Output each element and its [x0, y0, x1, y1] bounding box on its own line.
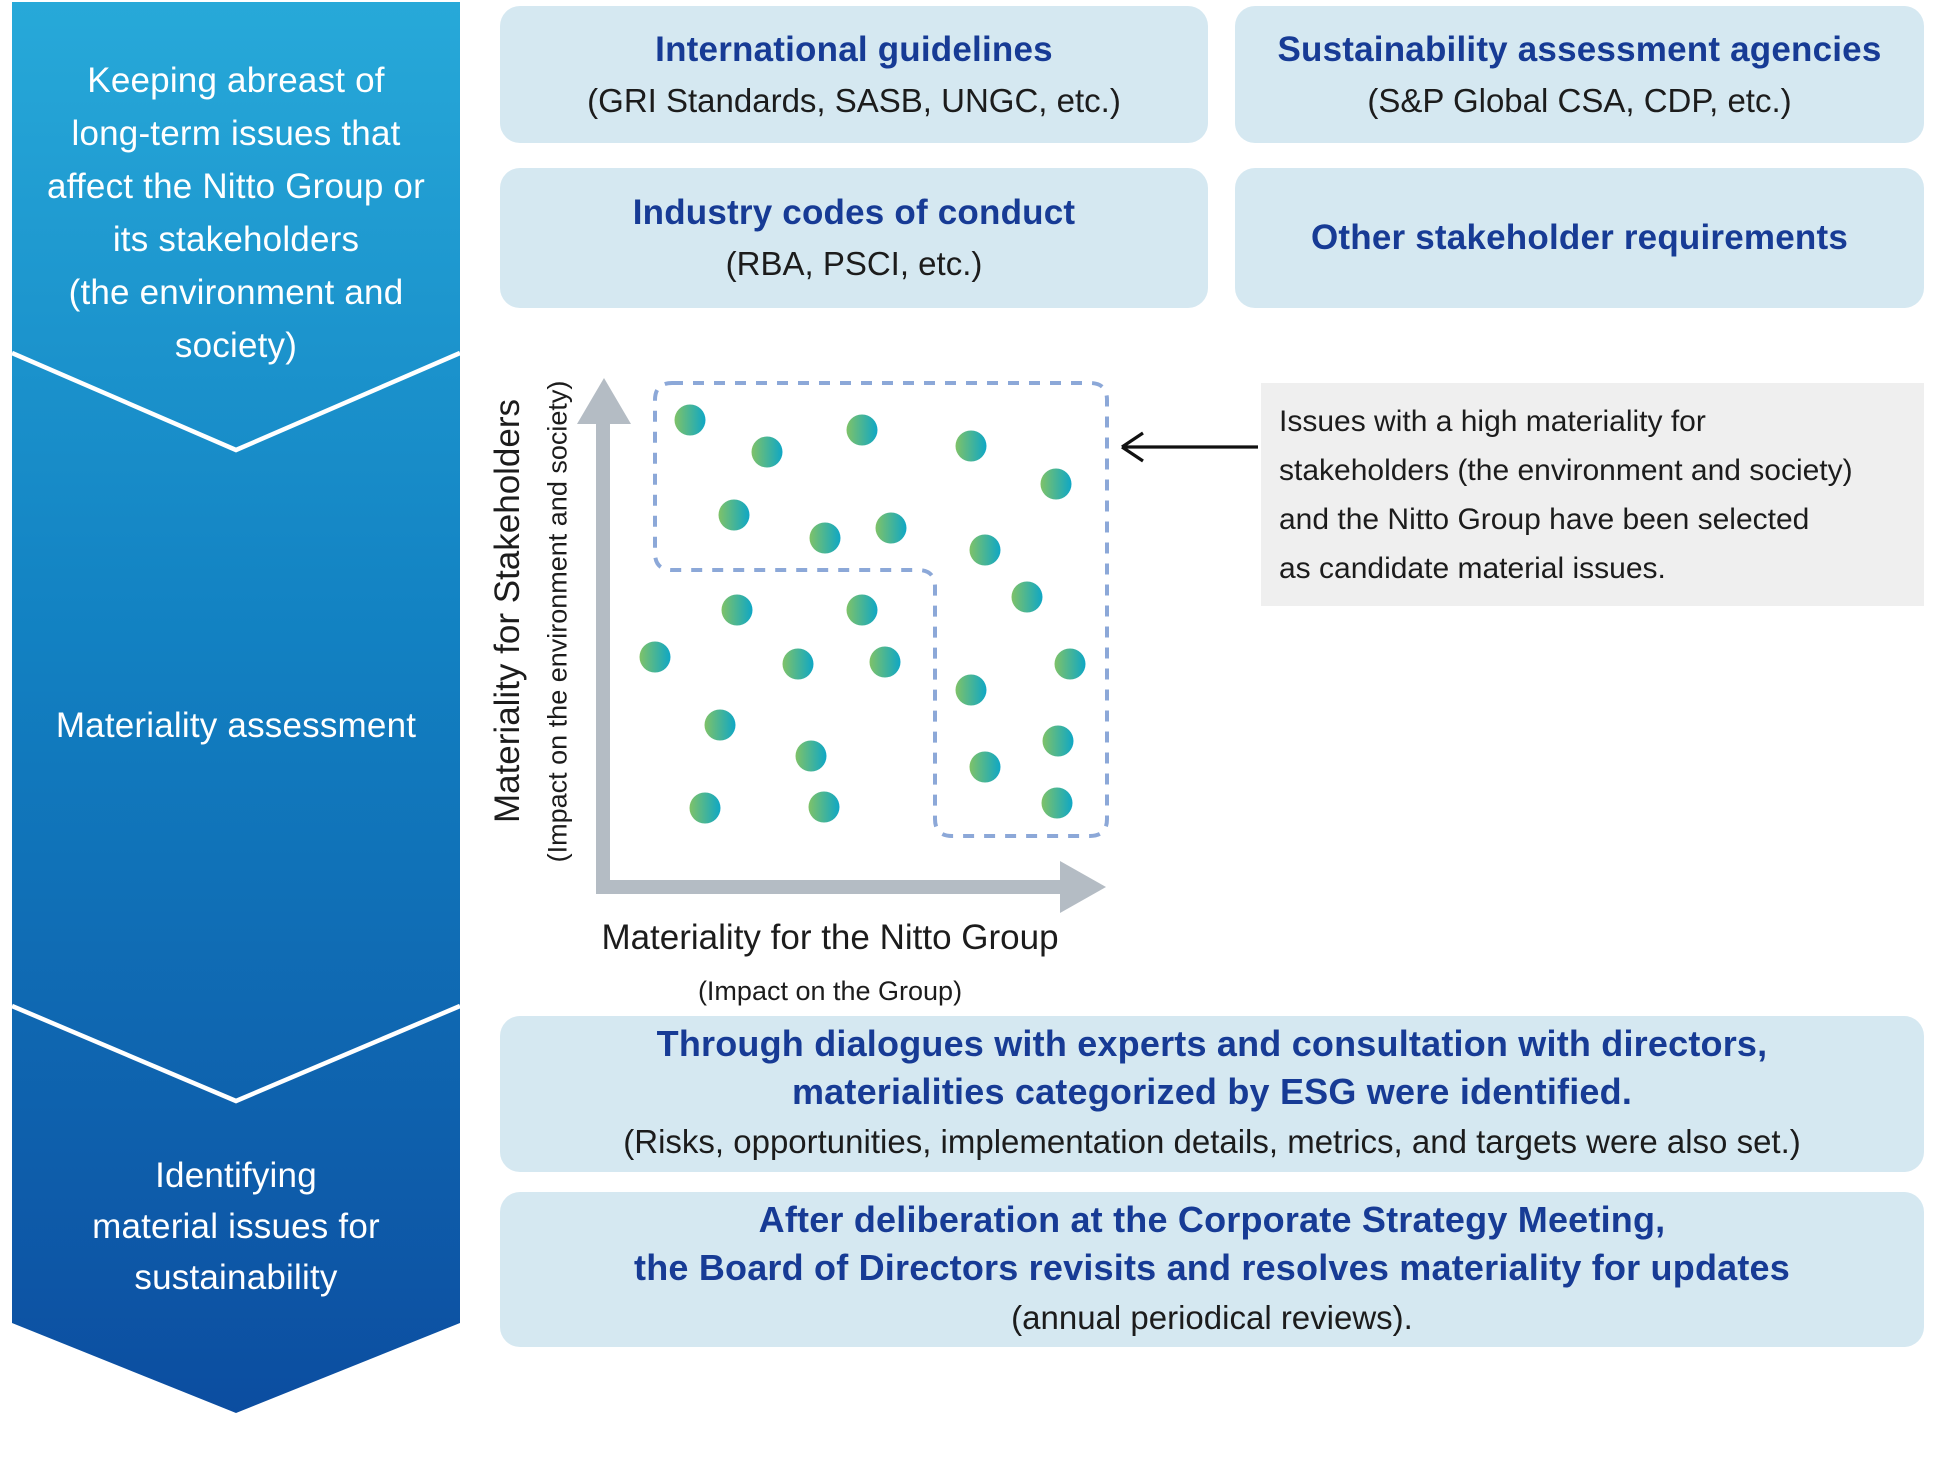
outcome-box-esg-identification [500, 1016, 1924, 1172]
scatter-dot [970, 752, 1001, 783]
process-step-1-label [12, 54, 460, 372]
outcome-line: Through dialogues with experts and consultation with directors, [656, 1023, 1768, 1064]
y-axis-arrowhead-icon [577, 378, 631, 424]
x-axis-sublabel: (Impact on the Group) [697, 976, 963, 1006]
scatter-dot [796, 741, 827, 772]
step3-line: Identifying [155, 1156, 317, 1195]
step1-line: society) [174, 326, 298, 365]
scatter-dot [719, 500, 750, 531]
candidate-issues-note [1261, 383, 1924, 606]
scatter-dot [1042, 788, 1073, 819]
scatter-dot [705, 710, 736, 741]
step1-line: (the environment and [68, 273, 404, 312]
x-axis-arrowhead-icon [1060, 861, 1106, 913]
scatter-dot [810, 523, 841, 554]
scatter-dot [1043, 726, 1074, 757]
scatter-dot [970, 535, 1001, 566]
note-line: Issues with a high materiality for [1279, 404, 1706, 438]
step1-line: long-term issues that [71, 114, 401, 153]
process-step-3-label [12, 1150, 460, 1303]
scatter-dot [1055, 649, 1086, 680]
outcome-line: materialities categorized by ESG were identified. [791, 1071, 1633, 1112]
scatter-dot [1041, 469, 1072, 500]
outcome-line: After deliberation at the Corporate Strategy Meeting, [758, 1198, 1666, 1240]
note-line: and the Nitto Group have been selected [1279, 502, 1810, 536]
source-box-industry-codes [500, 168, 1208, 308]
scatter-dot [809, 792, 840, 823]
note-line: as candidate material issues. [1279, 551, 1666, 585]
scatter-dot [752, 437, 783, 468]
outcome-note: (annual periodical reviews). [1011, 1298, 1413, 1336]
source-box-international-guidelines [500, 6, 1208, 143]
scatter-dot [722, 595, 753, 626]
scatter-dot [870, 647, 901, 678]
y-axis-line [596, 418, 610, 894]
y-axis-sublabel: (Impact on the environment and society) [542, 380, 573, 863]
source-box-subtitle: (S&P Global CSA, CDP, etc.) [1367, 81, 1792, 119]
x-axis-label: Materiality for the Nitto Group [601, 918, 1059, 957]
scatter-dot [847, 415, 878, 446]
outcome-note: (Risks, opportunities, implementation details, metrics, and targets were also set.) [623, 1123, 1801, 1160]
source-box-subtitle: (RBA, PSCI, etc.) [725, 245, 983, 282]
high-materiality-region-outline [655, 383, 1107, 836]
source-box-title: International guidelines [655, 29, 1053, 69]
step1-line: Keeping abreast of [87, 61, 385, 100]
scatter-dot [675, 405, 706, 436]
x-axis-line [596, 880, 1064, 894]
y-axis-label: Materiality for Stakeholders [488, 398, 527, 824]
outcome-box-board-resolution [500, 1192, 1924, 1347]
source-box-subtitle: (GRI Standards, SASB, UNGC, etc.) [587, 81, 1121, 119]
scatter-dot [690, 793, 721, 824]
scatter-dot [783, 649, 814, 680]
note-line: stakeholders (the environment and society) [1279, 453, 1853, 487]
step1-line: affect the Nitto Group or [47, 167, 425, 206]
source-box-assessment-agencies [1235, 6, 1924, 143]
scatter-dot [956, 675, 987, 706]
scatter-dot [876, 513, 907, 544]
annotation-arrow-icon [1122, 433, 1258, 461]
step3-line: material issues for [92, 1207, 380, 1246]
source-box-title: Sustainability assessment agencies [1277, 29, 1882, 69]
process-step-2-label: Materiality assessment [55, 706, 417, 745]
scatter-dot [956, 431, 987, 462]
source-box-title: Industry codes of conduct [632, 193, 1076, 232]
source-box-title: Other stakeholder requirements [1311, 218, 1848, 257]
outcome-line: the Board of Directors revisits and resolves materiality for updates [634, 1246, 1790, 1288]
scatter-dot [1012, 582, 1043, 613]
scatter-dots [640, 405, 1086, 824]
scatter-dot [847, 595, 878, 626]
scatter-dot [640, 642, 671, 673]
source-box-other-stakeholders [1235, 168, 1924, 308]
step3-line: sustainability [134, 1258, 338, 1297]
step1-line: its stakeholders [112, 220, 360, 259]
